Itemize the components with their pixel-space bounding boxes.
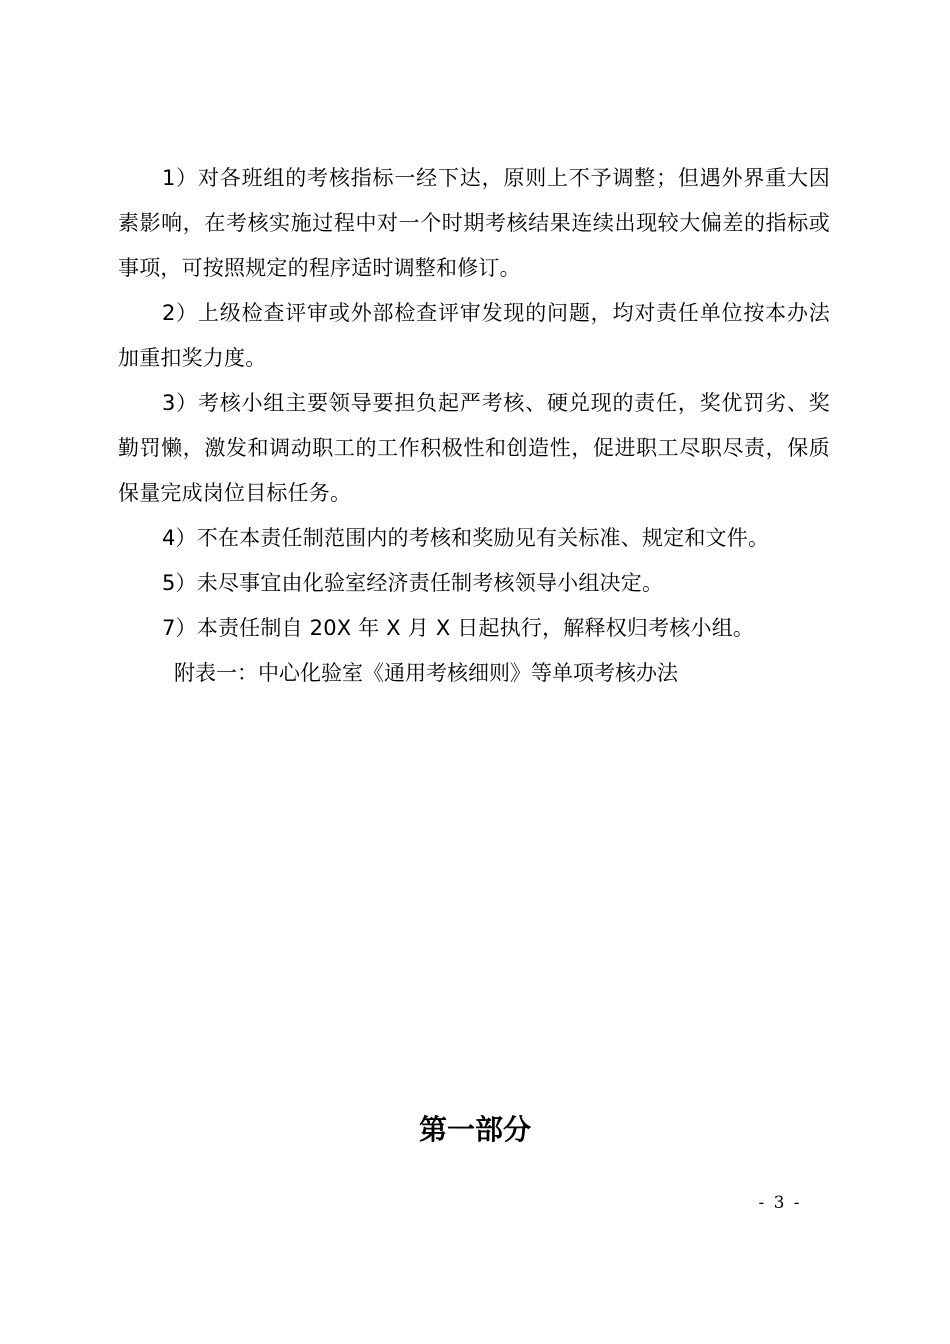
paragraph-1: 1）对各班组的考核指标一经下达，原则上不予调整；但遇外界重大因素影响，在考核实施过程中对一个时期考核结果连续出现较大偏差的指标或事项，可按照规定的程序适时调整和修订。 [118, 166, 830, 280]
paragraph-4: 4）不在本责任制范围内的考核和奖励见有关标准、规定和文件。 [162, 526, 770, 550]
page-number: - 3 - [758, 1193, 802, 1213]
attachment-note: 附表一：中心化验室《通用考核细则》等单项考核办法 [174, 661, 678, 685]
document-body [118, 156, 830, 696]
paragraph-7: 7）本责任制自 20X 年 X 月 X 日起执行，解释权归考核小组。 [162, 616, 755, 640]
paragraph-5: 5）未尽事宜由化验室经济责任制考核领导小组决定。 [162, 571, 664, 595]
paragraph-2: 2）上级检查评审或外部检查评审发现的问题，均对责任单位按本办法加重扣奖力度。 [118, 301, 830, 370]
paragraph-3: 3）考核小组主要领导要担负起严考核、硬兑现的责任，奖优罚劣、奖勤罚懒，激发和调动职工的工作积极性和创造性，促进职工尽职尽责，保质保量完成岗位目标任务。 [118, 391, 830, 505]
section-title: 第一部分 [418, 1113, 531, 1146]
